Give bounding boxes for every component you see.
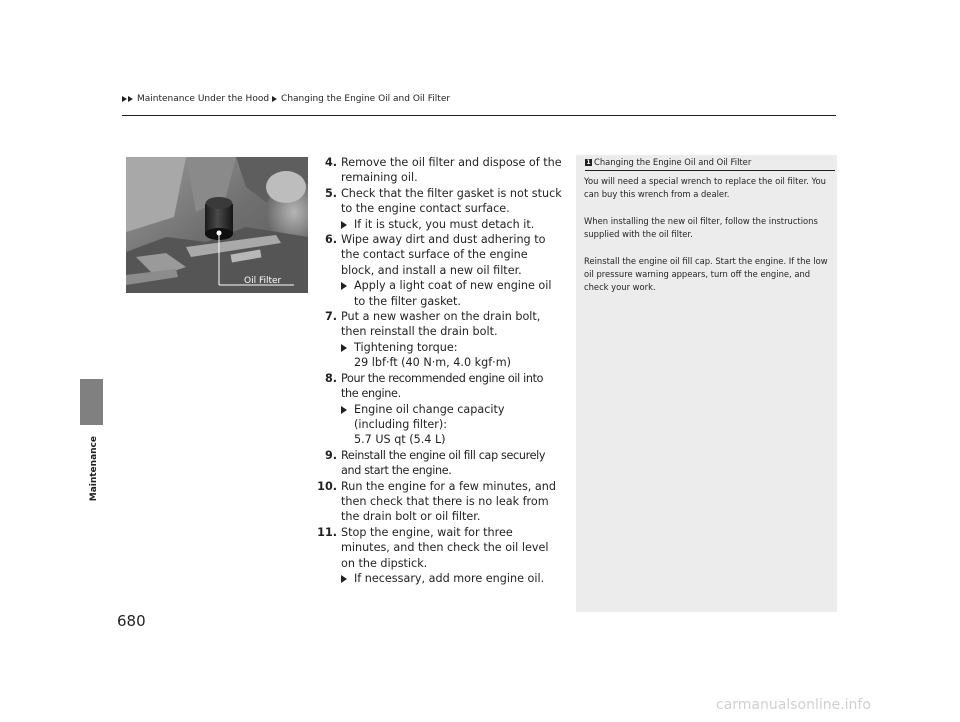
step-number: 11. — [317, 525, 337, 539]
note-paragraph: Reinstall the engine oil fill cap. Start the engine. If the low oil pressure warning appears, turn off the engine, and check your work. — [584, 255, 828, 293]
watermark: carmanualsonline.info — [716, 697, 871, 713]
step-number: 9. — [324, 448, 337, 462]
arrow-icon — [341, 571, 354, 586]
step-number: 4. — [324, 156, 337, 169]
step-number: 10. — [317, 479, 337, 493]
double-arrow-icon — [122, 96, 134, 102]
step-subtext: Engine oil change capacity (including filter): — [354, 402, 505, 431]
capacity-value: 5.7 US qt (5.4 L) — [354, 433, 446, 447]
procedure-steps — [310, 155, 562, 586]
step-number: 5. — [324, 186, 337, 200]
step-8 — [310, 371, 562, 448]
step-text: Pour the recommended engine oil into the engine. — [341, 371, 544, 401]
step-number: 6. — [324, 233, 337, 247]
note-heading — [585, 157, 751, 167]
section-label: Maintenance — [89, 436, 99, 502]
step-text: Wipe away dirt and dust adhering to the contact surface of the engine block, and install a new oil filter. — [341, 233, 546, 277]
breadcrumb — [122, 94, 450, 104]
oil-filter-callout: Oil Filter — [244, 276, 282, 286]
reference-icon: 1 — [586, 158, 591, 166]
arrow-icon — [341, 340, 354, 371]
step-9 — [310, 448, 562, 479]
step-10 — [310, 479, 562, 525]
step-text: Stop the engine, wait for three minutes, and then check the oil level on the dipstick. — [341, 525, 549, 570]
note-title: Changing the Engine Oil and Oil Filter — [594, 157, 752, 167]
step-7 — [310, 309, 562, 371]
step-subtext: If necessary, add more engine oil. — [354, 571, 545, 585]
step-subtext: Tightening torque: — [354, 340, 458, 354]
torque-value: 29 lbf·ft (40 N·m, 4.0 kgf·m) — [354, 356, 511, 370]
note-paragraph: When installing the new oil filter, follow the instructions supplied with the oil filter. — [584, 215, 818, 240]
arrow-icon — [341, 402, 354, 448]
step-subtext: Apply a light coat of new engine oil to the filter gasket. — [354, 279, 552, 308]
note-body — [584, 175, 828, 308]
step-subtext: If it is stuck, you must detach it. — [354, 217, 535, 231]
step-5 — [310, 186, 562, 232]
step-6 — [310, 232, 562, 309]
arrow-icon — [341, 217, 354, 232]
arrow-icon — [341, 278, 354, 309]
page-number: 680 — [117, 612, 146, 630]
step-text: Check that the filter gasket is not stuck to the engine contact surface. — [341, 186, 562, 216]
step-text: Run the engine for a few minutes, and then check that there is no leak from the drain bolt or oil filter. — [341, 479, 556, 524]
oil-filter-photo — [126, 157, 308, 293]
step-4 — [310, 155, 562, 186]
step-text: Reinstall the engine oil fill cap securely and start the engine. — [341, 448, 546, 478]
section-tab — [80, 379, 103, 425]
breadcrumb-section: Maintenance Under the Hood — [137, 94, 270, 104]
step-number: 8. — [324, 371, 337, 385]
arrow-icon — [272, 96, 278, 102]
step-text: Remove the oil filter and dispose of the remaining oil. — [341, 156, 562, 185]
step-11 — [310, 525, 562, 587]
step-text: Put a new washer on the drain bolt, then reinstall the drain bolt. — [341, 310, 541, 339]
breadcrumb-topic: Changing the Engine Oil and Oil Filter — [281, 94, 451, 104]
note-divider — [585, 170, 835, 171]
header-divider — [122, 115, 836, 116]
note-paragraph: You will need a special wrench to replace the oil filter. You can buy this wrench from a dealer. — [584, 176, 826, 200]
step-number: 7. — [324, 310, 337, 324]
